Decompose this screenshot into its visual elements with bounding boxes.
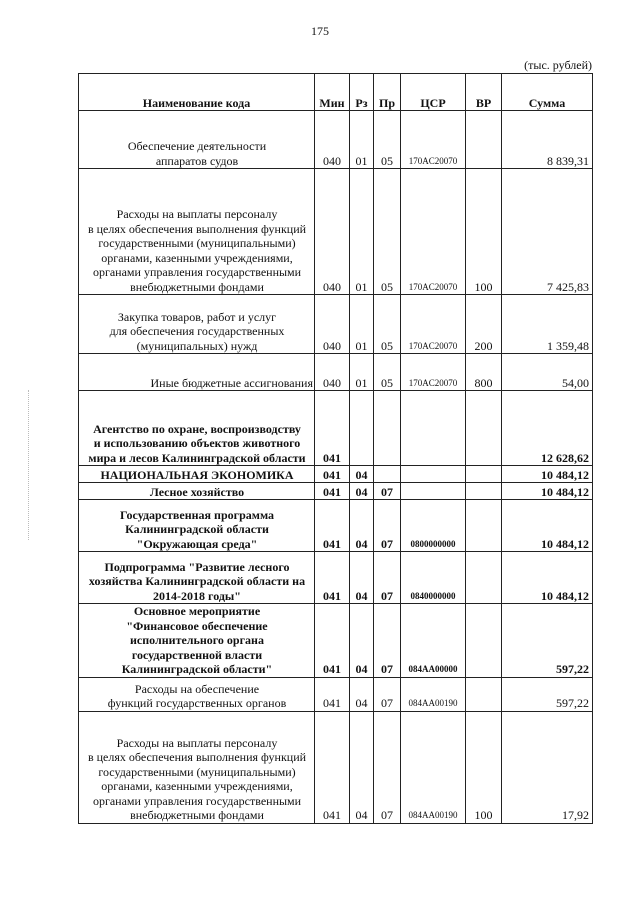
cell-min: 041 xyxy=(315,677,350,711)
table-row xyxy=(79,466,593,483)
table-row xyxy=(79,295,593,354)
name-line: Лесное хозяйство xyxy=(149,484,245,499)
name-line: Калининградской области xyxy=(125,522,269,536)
header-rz: Рз xyxy=(350,74,374,111)
cell-csr: 170AC20070 xyxy=(401,295,466,354)
cell-sum: 7 425,83 xyxy=(502,169,593,295)
name-line: государственной власти xyxy=(131,647,263,662)
cell-name xyxy=(79,111,315,169)
name-line: органами управления государственными xyxy=(92,265,302,279)
name-line: Закупка товаров, работ и услуг xyxy=(117,309,277,324)
cell-name xyxy=(79,391,315,466)
name-line: (муниципальных) нужд xyxy=(136,338,258,353)
header-row xyxy=(79,74,593,111)
table-row xyxy=(79,354,593,391)
cell-rz: 04 xyxy=(350,500,374,552)
name-line: Основное мероприятие xyxy=(133,604,261,618)
cell-rz: 04 xyxy=(350,466,374,483)
table-row xyxy=(79,483,593,500)
budget-table xyxy=(78,73,593,824)
cell-csr xyxy=(401,391,466,466)
cell-vr: 200 xyxy=(466,295,502,354)
cell-rz: 04 xyxy=(350,604,374,678)
cell-sum: 597,22 xyxy=(502,677,593,711)
cell-pr: 05 xyxy=(374,111,401,169)
cell-sum: 8 839,31 xyxy=(502,111,593,169)
cell-name xyxy=(79,604,315,678)
cell-rz: 01 xyxy=(350,169,374,295)
cell-rz: 04 xyxy=(350,711,374,823)
name-line: внебюджетными фондами xyxy=(130,279,264,294)
name-line: Расходы на выплаты персоналу xyxy=(116,207,278,221)
header-sum: Сумма xyxy=(502,74,593,111)
cell-vr xyxy=(466,552,502,604)
name-line: исполнительного органа xyxy=(130,633,264,647)
units-label: (тыс. рублей) xyxy=(524,58,592,72)
name-line: Государственная программа xyxy=(119,507,275,522)
name-line: мира и лесов Калининградской области xyxy=(88,450,306,465)
cell-sum: 1 359,48 xyxy=(502,295,593,354)
table-row xyxy=(79,552,593,604)
table-row xyxy=(79,604,593,678)
cell-rz xyxy=(350,391,374,466)
cell-csr: 084AA00190 xyxy=(401,677,466,711)
cell-pr: 07 xyxy=(374,711,401,823)
name-line: государственными (муниципальными) xyxy=(98,236,296,250)
cell-pr: 07 xyxy=(374,552,401,604)
header-name: Наименование кода xyxy=(79,74,315,111)
cell-vr xyxy=(466,677,502,711)
cell-name xyxy=(79,552,315,604)
cell-csr: 170AC20070 xyxy=(401,169,466,295)
name-line: Расходы на обеспечение xyxy=(134,681,260,696)
name-line: и использованию объектов животного xyxy=(93,436,301,450)
table-row xyxy=(79,111,593,169)
cell-name xyxy=(79,354,315,391)
table-row xyxy=(79,391,593,466)
cell-min: 041 xyxy=(315,466,350,483)
cell-sum: 17,92 xyxy=(502,711,593,823)
name-line: органами, казенными учреждениями, xyxy=(101,250,293,265)
cell-sum: 12 628,62 xyxy=(502,391,593,466)
cell-pr: 07 xyxy=(374,483,401,500)
cell-name xyxy=(79,677,315,711)
page-number: 175 xyxy=(311,24,329,38)
name-line: "Окружающая среда" xyxy=(136,536,258,551)
name-line: государственными (муниципальными) xyxy=(98,764,296,779)
cell-rz: 04 xyxy=(350,552,374,604)
cell-min: 041 xyxy=(315,552,350,604)
cell-csr: 084AA00190 xyxy=(401,711,466,823)
cell-rz: 04 xyxy=(350,677,374,711)
cell-csr: 084AA00000 xyxy=(401,604,466,678)
cell-min: 041 xyxy=(315,391,350,466)
cell-vr xyxy=(466,483,502,500)
name-line: аппаратов судов xyxy=(155,153,239,168)
cell-name xyxy=(79,483,315,500)
cell-min: 040 xyxy=(315,111,350,169)
cell-vr xyxy=(466,111,502,169)
cell-name xyxy=(79,500,315,552)
name-line: Подпрограмма "Развитие лесного xyxy=(104,559,290,574)
cell-pr: 07 xyxy=(374,500,401,552)
name-line: органами управления государственными xyxy=(92,793,302,808)
header-min: Мин xyxy=(315,74,350,111)
header-csr: ЦСР xyxy=(401,74,466,111)
cell-csr: 0840000000 xyxy=(401,552,466,604)
cell-min: 040 xyxy=(315,354,350,391)
header-vr: ВР xyxy=(466,74,502,111)
cell-sum: 54,00 xyxy=(502,354,593,391)
cell-min: 040 xyxy=(315,169,350,295)
name-line: "Финансовое обеспечение xyxy=(126,618,268,633)
name-line: Иные бюджетные ассигнования xyxy=(150,375,313,390)
cell-pr: 07 xyxy=(374,604,401,678)
cell-pr: 05 xyxy=(374,295,401,354)
cell-csr: 170AC20070 xyxy=(401,354,466,391)
cell-rz: 01 xyxy=(350,295,374,354)
cell-pr xyxy=(374,466,401,483)
cell-name xyxy=(79,295,315,354)
cell-csr xyxy=(401,466,466,483)
name-line: функций государственных органов xyxy=(107,696,287,710)
name-line: в целях обеспечения выполнения функций xyxy=(87,750,307,764)
cell-vr xyxy=(466,500,502,552)
cell-name xyxy=(79,711,315,823)
cell-vr: 800 xyxy=(466,354,502,391)
name-line: Расходы на выплаты персоналу xyxy=(116,735,278,750)
cell-rz: 01 xyxy=(350,111,374,169)
cell-vr xyxy=(466,391,502,466)
cell-sum: 10 484,12 xyxy=(502,500,593,552)
name-line: внебюджетными фондами xyxy=(130,808,264,822)
cell-sum: 10 484,12 xyxy=(502,466,593,483)
cell-csr xyxy=(401,483,466,500)
name-line: 2014-2018 годы" xyxy=(153,588,241,603)
table-row xyxy=(79,500,593,552)
cell-name xyxy=(79,169,315,295)
name-line: Калининградской области" xyxy=(121,662,273,676)
header-pr: Пр xyxy=(374,74,401,111)
cell-sum: 10 484,12 xyxy=(502,483,593,500)
name-line: Агентство по охране, воспроизводству xyxy=(93,421,301,436)
table-row xyxy=(79,711,593,823)
cell-sum: 597,22 xyxy=(502,604,593,678)
cell-min: 041 xyxy=(315,711,350,823)
cell-pr: 05 xyxy=(374,169,401,295)
cell-sum: 10 484,12 xyxy=(502,552,593,604)
cell-csr: 170AC20070 xyxy=(401,111,466,169)
cell-name xyxy=(79,466,315,483)
cell-csr: 0800000000 xyxy=(401,500,466,552)
cell-min: 041 xyxy=(315,604,350,678)
name-line: органами, казенными учреждениями, xyxy=(101,779,293,793)
cell-min: 040 xyxy=(315,295,350,354)
name-line: хозяйства Калининградской области на xyxy=(88,574,306,588)
cell-pr: 07 xyxy=(374,677,401,711)
cell-pr: 05 xyxy=(374,354,401,391)
table-row xyxy=(79,169,593,295)
name-line: для обеспечения государственных xyxy=(109,324,285,338)
cell-vr xyxy=(466,604,502,678)
cell-vr xyxy=(466,466,502,483)
cell-vr: 100 xyxy=(466,169,502,295)
margin-mark xyxy=(28,390,30,540)
cell-rz: 04 xyxy=(350,483,374,500)
cell-min: 041 xyxy=(315,483,350,500)
cell-pr xyxy=(374,391,401,466)
cell-min: 041 xyxy=(315,500,350,552)
cell-vr: 100 xyxy=(466,711,502,823)
name-line: НАЦИОНАЛЬНАЯ ЭКОНОМИКА xyxy=(100,467,294,482)
name-line: Обеспечение деятельности xyxy=(127,139,267,153)
table-row xyxy=(79,677,593,711)
name-line: в целях обеспечения выполнения функций xyxy=(87,221,307,236)
cell-rz: 01 xyxy=(350,354,374,391)
